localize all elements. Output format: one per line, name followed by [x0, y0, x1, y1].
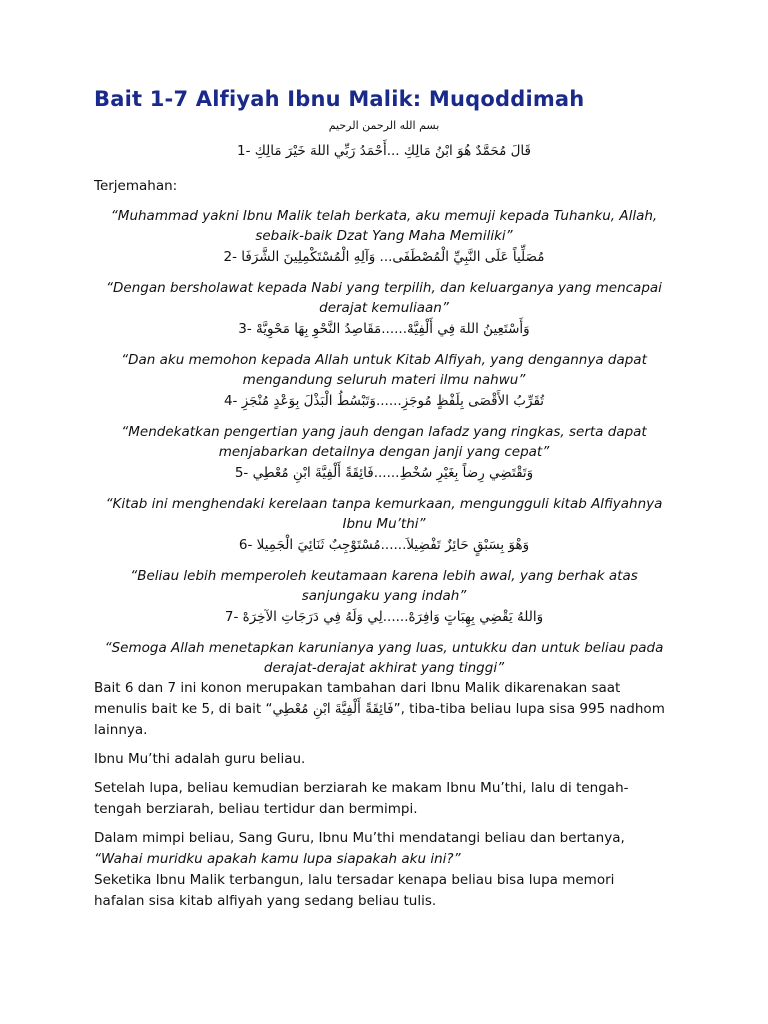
translation-5-line-1: “Kitab ini menghendaki kerelaan tanpa kemurkaan, mengungguli kitab Alfiyahnya: [105, 496, 663, 512]
paragraph-4-line-3: Seketika Ibnu Malik terbangun, lalu tersadar kenapa beliau bisa lupa memori: [94, 872, 615, 888]
translation-1: [94, 206, 674, 246]
translation-5: [94, 494, 674, 534]
paragraph-1-text-a: menulis bait ke 5, di bait “: [94, 701, 273, 717]
paragraph-4-line-2: “Wahai muridku apakah kamu lupa siapakah aku ini?”: [94, 851, 461, 867]
translation-2-line-2: derajat kemuliaan”: [319, 300, 449, 316]
verse-1: قَالَ مُحَمَّدٌ هُوَ ابْنُ مَالِكِ ...أَحْمَدُ رَبِّي اللهَ خَيْرَ مَالِكِ -1: [237, 143, 531, 159]
verse-5: وَتَقْتَضِي رِضاً بِغَيْرِ سُخْطِ......فَائِقَةً أَلْفِيَّةَ ابْنِ مُعْطِي -5: [234, 465, 534, 481]
paragraph-4-line-4: hafalan sisa kitab alfiyah yang sedang beliau tulis.: [94, 893, 437, 909]
translation-4-line-2: menjabarkan detailnya dengan janji yang cepat”: [218, 444, 550, 460]
translation-3: [94, 350, 674, 390]
translation-4-line-1: “Mendekatkan pengertian yang jauh dengan lafadz yang ringkas, serta dapat: [121, 424, 647, 440]
translation-6-line-2: sanjungaku yang indah”: [301, 588, 467, 604]
paragraph-3-line-2: tengah berziarah, beliau tertidur dan bermimpi.: [94, 801, 418, 817]
basmala: بسم الله الرحمن الرحيم: [328, 119, 440, 132]
translation-7: [94, 638, 674, 678]
translation-1-line-2: sebaik-baik Dzat Yang Maha Memiliki”: [255, 228, 513, 244]
translation-1-line-1: “Muhammad yakni Ibnu Malik telah berkata, aku memuji kepada Tuhanku, Allah,: [110, 208, 658, 224]
verse-3: وَأَسْتَعِينُ اللهَ فِي أَلْفِيَّهْ......مَقَاصِدُ النَّحْوِ بِهَا مَحْوِيَّهْ -3: [238, 321, 530, 337]
paragraph-teacher: Ibnu Mu’thi adalah guru beliau.: [94, 751, 306, 767]
paragraph-4-line-1: Dalam mimpi beliau, Sang Guru, Ibnu Mu’thi mendatangi beliau dan bertanya,: [94, 830, 625, 846]
paragraph-1-line-2: [94, 699, 674, 720]
paragraph-dream: [94, 828, 674, 912]
paragraph-1-line-3: lainnya.: [94, 722, 148, 738]
paragraph-1-text-b: ”, tiba-tiba beliau lupa sisa 995 nadhom: [393, 701, 665, 717]
verse-6: وَهْوَ بِسَبْقٍ حَائِزٌ تَفْضِيلاَ......مُسْتَوْجِبٌ ثَنَائِيَ الْجَمِيلا -6: [238, 537, 530, 553]
verse-7: وَاللهُ يَقْضِي بِهِبَاتٍ وَافِرَهْ......لِي وَلَهُ فِي دَرَجَاتِ الآخِرَهْ -7: [224, 609, 544, 625]
translation-3-line-2: mengandung seluruh materi ilmu nahwu”: [242, 372, 526, 388]
translation-5-line-2: Ibnu Mu’thi”: [342, 516, 426, 532]
verse-2: مُصَلِّياً عَلَى النَّبِيِّ الْمُصْطَفَى... وَآلِهِ الْمُسْتَكْمِلِينَ الشَّرَفَا -2: [223, 249, 545, 265]
translation-6: [94, 566, 674, 606]
document-page: [94, 84, 674, 912]
translation-3-line-1: “Dan aku memohon kepada Allah untuk Kitab Alfiyah, yang dengannya dapat: [121, 352, 647, 368]
paragraph-pilgrimage: [94, 778, 674, 820]
translation-7-line-2: derajat-derajat akhirat yang tinggi”: [263, 660, 505, 676]
translation-7-line-1: “Semoga Allah menetapkan karunianya yang luas, untukku dan untuk beliau pada: [104, 640, 664, 656]
translation-2-line-1: “Dengan bersholawat kepada Nabi yang terpilih, dan keluarganya yang mencapai: [106, 280, 662, 296]
paragraph-1-arabic-quote: فَائِقَةً أَلْفِيَّةَ ابْنِ مُعْطِي: [272, 701, 394, 717]
translation-2: [94, 278, 674, 318]
paragraph-1-line-1: Bait 6 dan 7 ini konon merupakan tambahan dari Ibnu Malik dikarenakan saat: [94, 680, 621, 696]
paragraph-3-line-1: Setelah lupa, beliau kemudian berziarah ke makam Ibnu Mu’thi, lalu di tengah-: [94, 780, 629, 796]
translation-4: [94, 422, 674, 462]
translation-label: Terjemahan:: [94, 178, 178, 194]
translation-6-line-1: “Beliau lebih memperoleh keutamaan karena lebih awal, yang berhak atas: [130, 568, 638, 584]
paragraph-bait-note: [94, 678, 674, 741]
page-title: Bait 1-7 Alfiyah Ibnu Malik: Muqoddimah: [94, 87, 585, 111]
verse-4: تُقَرِّبُ الأَقْصَى بِلَفْظٍ مُوجَزِ......وَتَبْسُطُ الْبَذْلَ بِوَعْدٍ مُنْجَزِ -4: [223, 393, 545, 409]
